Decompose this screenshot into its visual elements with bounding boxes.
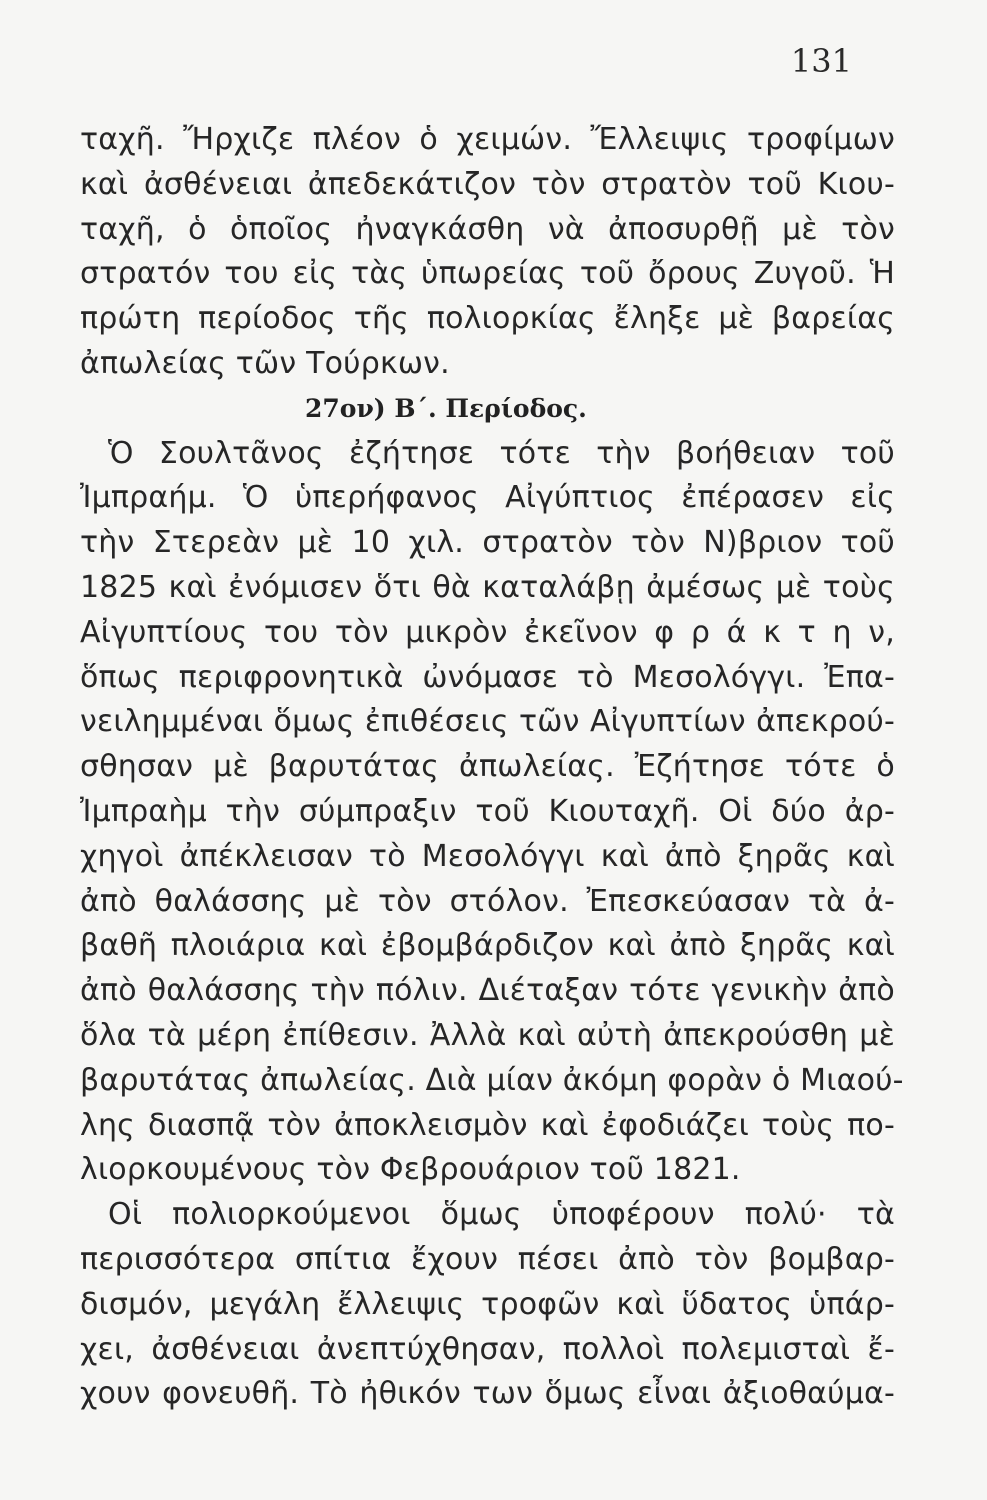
text-line: ὅλα τὰ μέρη ἐπίθεσιν. Ἀλλὰ καὶ αὐτὴ ἀπεκρούσθη μὲ xyxy=(80,1017,895,1053)
text-line: ταχῆ, ὁ ὁποῖος ἠναγκάσθη νὰ ἀποσυρθῇ μὲ τὸν xyxy=(80,211,895,247)
text-line: στρατόν του εἰς τὰς ὑπωρείας τοῦ ὄρους Ζυγοῦ. Ἡ xyxy=(80,256,895,292)
text-line: ἀπωλείας τῶν Τούρκων. xyxy=(80,345,450,381)
text-line: Οἱ πολιορκούμενοι ὅμως ὑποφέρουν πολύ· τὰ xyxy=(108,1197,895,1233)
text-line: Αἰγυπτίους του τὸν μικρὸν ἐκεῖνον φ ρ ά κ τ η ν, xyxy=(80,614,895,650)
text-line: καὶ ἀσθένειαι ἀπεδεκάτιζον τὸν στρατὸν τοῦ Κιου- xyxy=(80,166,895,202)
text-line: 1825 καὶ ἐνόμισεν ὅτι θὰ καταλάβῃ ἀμέσως μὲ τοὺς xyxy=(80,569,895,605)
text-line: λιορκουμένους τὸν Φεβρουάριον τοῦ 1821. xyxy=(80,1152,741,1188)
page-text xyxy=(80,118,904,1417)
text-line: βαρυτάτας ἀπωλείας. Διὰ μίαν ἀκόμη φορὰν ὁ Μιαού- xyxy=(80,1062,904,1098)
text-line: Ἰμπραὴμ τὴν σύμπραξιν τοῦ Κιουταχῆ. Οἱ δύο ἀρ- xyxy=(80,793,895,829)
text-line: λης διασπᾷ τὸν ἀποκλεισμὸν καὶ ἐφοδιάζει τοὺς πο- xyxy=(80,1107,895,1143)
text-line: ἀπὸ θαλάσσης μὲ τὸν στόλον. Ἐπεσκεύασαν τὰ ἀ- xyxy=(80,883,895,919)
text-line: χει, ἀσθένειαι ἀνεπτύχθησαν, πολλοὶ πολεμισταὶ ἔ- xyxy=(80,1331,895,1367)
text-line: νειλημμέναι ὅμως ἐπιθέσεις τῶν Αἰγυπτίων ἀπεκρού- xyxy=(80,704,895,740)
section-heading: 27ον) Β΄. Περίοδος. xyxy=(305,393,587,423)
text-line: χουν φονευθῆ. Τὸ ἠθικόν των ὅμως εἶναι ἀξιοθαύμα- xyxy=(80,1376,895,1412)
text-line: δισμόν, μεγάλη ἔλλειψις τροφῶν καὶ ὕδατος ὑπάρ- xyxy=(80,1286,895,1322)
text-line: Ὁ Σουλτᾶνος ἐζήτησε τότε τὴν βοήθειαν τοῦ xyxy=(108,435,895,471)
text-line: Ἰμπραήμ. Ὁ ὑπερήφανος Αἰγύπτιος ἐπέρασεν εἰς xyxy=(80,480,895,516)
text-line: περισσότερα σπίτια ἔχουν πέσει ἀπὸ τὸν βομβαρ- xyxy=(80,1241,895,1277)
page-number: 131 xyxy=(790,42,852,80)
text-line: ταχῆ. Ἤρχιζε πλέον ὁ χειμών. Ἔλλειψις τροφίμων xyxy=(80,122,895,157)
text-line: τὴν Στερεὰν μὲ 10 χιλ. στρατὸν τὸν Ν)βριον τοῦ xyxy=(80,525,895,561)
text-line: ἀπὸ θαλάσσης τὴν πόλιν. Διέταξαν τότε γενικὴν ἀπὸ xyxy=(80,973,895,1009)
text-line: σθησαν μὲ βαρυτάτας ἀπωλείας. Ἐζήτησε τότε ὁ xyxy=(80,749,895,785)
text-line: χηγοὶ ἀπέκλεισαν τὸ Μεσολόγγι καὶ ἀπὸ ξηρᾶς καὶ xyxy=(80,838,895,874)
text-line: ὅπως περιφρονητικὰ ὠνόμασε τὸ Μεσολόγγι. Ἐπα- xyxy=(80,659,895,695)
text-line: πρώτη περίοδος τῆς πολιορκίας ἔληξε μὲ βαρείας xyxy=(80,301,895,337)
text-line: βαθῆ πλοιάρια καὶ ἐβομβάρδιζον καὶ ἀπὸ ξηρᾶς καὶ xyxy=(80,928,895,964)
